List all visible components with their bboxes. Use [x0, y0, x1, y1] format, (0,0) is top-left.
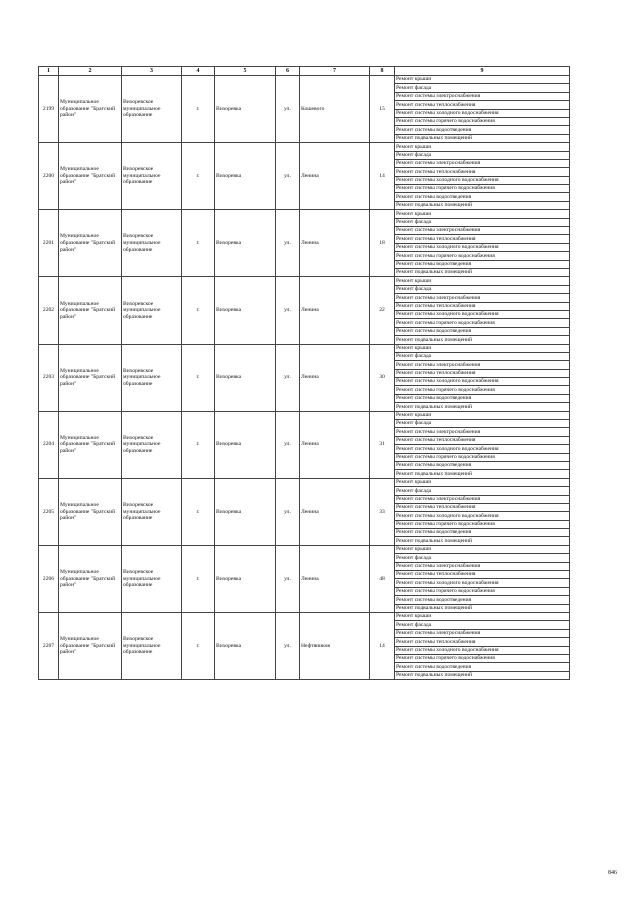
table-row [39, 143, 570, 151]
street-name-cell: Нефтяников [300, 613, 370, 680]
work-type-cell: Ремонт крыши [395, 76, 570, 84]
document-sheet [38, 66, 569, 680]
street-name-cell: Ленина [300, 277, 370, 344]
street-type-cell: ул. [276, 76, 300, 143]
street-name-cell: Ленина [300, 478, 370, 545]
record-number-cell: 2201 [39, 210, 59, 277]
settlement-cell: Вихоревское муниципальное образование [122, 76, 182, 143]
settlement-cell: Вихоревское муниципальное образование [122, 613, 182, 680]
table-body [39, 76, 570, 680]
work-type-cell: Ремонт системы водоотведения [395, 394, 570, 402]
street-type-cell: ул. [276, 277, 300, 344]
street-name-cell: Ленина [300, 344, 370, 411]
header-cell: 6 [276, 67, 300, 76]
work-type-cell: Ремонт системы теплоснабжения [395, 235, 570, 243]
municipality-cell: Муниципальное образование "Братский район" [59, 76, 122, 143]
header-cell: 5 [215, 67, 276, 76]
work-type-cell: Ремонт системы холодного водоснабжения [395, 109, 570, 117]
locality-name-cell: Вихоревка [215, 344, 276, 411]
record-number-cell: 2205 [39, 478, 59, 545]
table-row [39, 613, 570, 621]
work-type-cell: Ремонт системы электроснабжения [395, 159, 570, 167]
house-number-cell: 33 [370, 478, 395, 545]
work-type-cell: Ремонт системы горячего водоснабжения [395, 185, 570, 193]
work-type-cell: Ремонт системы электроснабжения [395, 294, 570, 302]
table-row [39, 76, 570, 84]
work-type-cell: Ремонт системы водоотведения [395, 461, 570, 469]
work-type-cell: Ремонт фасада [395, 554, 570, 562]
work-type-cell: Ремонт системы горячего водоснабжения [395, 453, 570, 461]
record-number-cell: 2203 [39, 344, 59, 411]
locality-type-cell: г. [182, 344, 215, 411]
municipality-cell: Муниципальное образование "Братский район" [59, 277, 122, 344]
locality-name-cell: Вихоревка [215, 478, 276, 545]
work-type-cell: Ремонт системы холодного водоснабжения [395, 512, 570, 520]
work-type-cell: Ремонт системы электроснабжения [395, 495, 570, 503]
header-row [39, 67, 570, 76]
work-type-cell: Ремонт системы водоотведения [395, 327, 570, 335]
header-cell: 2 [59, 67, 122, 76]
work-type-cell: Ремонт крыши [395, 210, 570, 218]
work-type-cell: Ремонт системы горячего водоснабжения [395, 319, 570, 327]
table-row [39, 277, 570, 285]
work-type-cell: Ремонт подвальных помещений [395, 134, 570, 142]
house-number-cell: 22 [370, 277, 395, 344]
house-number-cell: 31 [370, 411, 395, 478]
street-type-cell: ул. [276, 613, 300, 680]
work-type-cell: Ремонт крыши [395, 478, 570, 486]
work-type-cell: Ремонт системы электроснабжения [395, 562, 570, 570]
street-type-cell: ул. [276, 545, 300, 612]
work-type-cell: Ремонт системы горячего водоснабжения [395, 587, 570, 595]
locality-type-cell: г. [182, 143, 215, 210]
table-row [39, 210, 570, 218]
locality-type-cell: г. [182, 613, 215, 680]
page-number: 846 [608, 870, 617, 876]
header-cell: 8 [370, 67, 395, 76]
work-type-cell: Ремонт системы горячего водоснабжения [395, 520, 570, 528]
street-type-cell: ул. [276, 344, 300, 411]
house-number-cell: 15 [370, 76, 395, 143]
record-number-cell: 2202 [39, 277, 59, 344]
work-type-cell: Ремонт системы электроснабжения [395, 92, 570, 100]
street-name-cell: Кошевого [300, 76, 370, 143]
work-type-cell: Ремонт подвальных помещений [395, 403, 570, 411]
settlement-cell: Вихоревское муниципальное образование [122, 545, 182, 612]
work-type-cell: Ремонт подвальных помещений [395, 470, 570, 478]
table-row [39, 478, 570, 486]
header-cell: 1 [39, 67, 59, 76]
work-type-cell: Ремонт крыши [395, 545, 570, 553]
header-cell: 3 [122, 67, 182, 76]
street-name-cell: Ленина [300, 210, 370, 277]
house-number-cell: 18 [370, 210, 395, 277]
municipality-cell: Муниципальное образование "Братский район" [59, 143, 122, 210]
work-type-cell: Ремонт фасада [395, 352, 570, 360]
work-type-cell: Ремонт системы холодного водоснабжения [395, 579, 570, 587]
locality-name-cell: Вихоревка [215, 76, 276, 143]
work-type-cell: Ремонт системы водоотведения [395, 126, 570, 134]
street-type-cell: ул. [276, 478, 300, 545]
municipality-cell: Муниципальное образование "Братский район" [59, 613, 122, 680]
table-row [39, 545, 570, 553]
work-type-cell: Ремонт системы теплоснабжения [395, 369, 570, 377]
house-number-cell: 14 [370, 613, 395, 680]
work-type-cell: Ремонт фасада [395, 218, 570, 226]
locality-type-cell: г. [182, 545, 215, 612]
work-type-cell: Ремонт крыши [395, 411, 570, 419]
municipality-cell: Муниципальное образование "Братский район" [59, 210, 122, 277]
work-type-cell: Ремонт системы водоотведения [395, 260, 570, 268]
header-cell: 9 [395, 67, 570, 76]
work-type-cell: Ремонт системы горячего водоснабжения [395, 252, 570, 260]
work-type-cell: Ремонт подвальных помещений [395, 268, 570, 276]
work-type-cell: Ремонт системы холодного водоснабжения [395, 243, 570, 251]
work-type-cell: Ремонт подвальных помещений [395, 537, 570, 545]
record-number-cell: 2206 [39, 545, 59, 612]
work-type-cell: Ремонт системы холодного водоснабжения [395, 646, 570, 654]
work-type-cell: Ремонт подвальных помещений [395, 336, 570, 344]
settlement-cell: Вихоревское муниципальное образование [122, 143, 182, 210]
work-type-cell: Ремонт системы теплоснабжения [395, 168, 570, 176]
work-type-cell: Ремонт подвальных помещений [395, 201, 570, 209]
work-type-cell: Ремонт системы теплоснабжения [395, 503, 570, 511]
municipality-cell: Муниципальное образование "Братский район" [59, 545, 122, 612]
street-name-cell: Ленина [300, 545, 370, 612]
locality-name-cell: Вихоревка [215, 143, 276, 210]
header-cell: 7 [300, 67, 370, 76]
work-type-cell: Ремонт системы водоотведения [395, 193, 570, 201]
locality-type-cell: г. [182, 411, 215, 478]
work-type-cell: Ремонт системы водоотведения [395, 663, 570, 671]
work-type-cell: Ремонт подвальных помещений [395, 671, 570, 679]
work-type-cell: Ремонт системы водоотведения [395, 529, 570, 537]
street-type-cell: ул. [276, 411, 300, 478]
work-type-cell: Ремонт системы холодного водоснабжения [395, 378, 570, 386]
locality-type-cell: г. [182, 478, 215, 545]
municipality-cell: Муниципальное образование "Братский район" [59, 344, 122, 411]
locality-name-cell: Вихоревка [215, 411, 276, 478]
work-type-cell: Ремонт системы теплоснабжения [395, 436, 570, 444]
record-number-cell: 2200 [39, 143, 59, 210]
work-type-cell: Ремонт системы электроснабжения [395, 227, 570, 235]
municipality-cell: Муниципальное образование "Братский район" [59, 478, 122, 545]
work-type-cell: Ремонт фасада [395, 420, 570, 428]
work-type-cell: Ремонт системы теплоснабжения [395, 302, 570, 310]
settlement-cell: Вихоревское муниципальное образование [122, 344, 182, 411]
settlement-cell: Вихоревское муниципальное образование [122, 411, 182, 478]
work-type-cell: Ремонт системы электроснабжения [395, 428, 570, 436]
work-type-cell: Ремонт крыши [395, 613, 570, 621]
work-type-cell: Ремонт системы холодного водоснабжения [395, 310, 570, 318]
work-type-cell: Ремонт системы электроснабжения [395, 361, 570, 369]
work-type-cell: Ремонт крыши [395, 344, 570, 352]
record-number-cell: 2204 [39, 411, 59, 478]
street-type-cell: ул. [276, 143, 300, 210]
settlement-cell: Вихоревское муниципальное образование [122, 277, 182, 344]
street-name-cell: Ленина [300, 411, 370, 478]
settlement-cell: Вихоревское муниципальное образование [122, 210, 182, 277]
work-type-cell: Ремонт системы горячего водоснабжения [395, 117, 570, 125]
street-name-cell: Ленина [300, 143, 370, 210]
work-type-cell: Ремонт системы горячего водоснабжения [395, 654, 570, 662]
house-number-cell: 14 [370, 143, 395, 210]
table-row [39, 411, 570, 419]
table-row [39, 344, 570, 352]
locality-type-cell: г. [182, 210, 215, 277]
locality-name-cell: Вихоревка [215, 613, 276, 680]
locality-name-cell: Вихоревка [215, 210, 276, 277]
locality-type-cell: г. [182, 277, 215, 344]
work-type-cell: Ремонт системы водоотведения [395, 596, 570, 604]
record-number-cell: 2207 [39, 613, 59, 680]
municipality-cell: Муниципальное образование "Братский район" [59, 411, 122, 478]
repair-program-table [38, 66, 570, 680]
work-type-cell: Ремонт системы холодного водоснабжения [395, 445, 570, 453]
work-type-cell: Ремонт фасада [395, 621, 570, 629]
work-type-cell: Ремонт системы холодного водоснабжения [395, 176, 570, 184]
street-type-cell: ул. [276, 210, 300, 277]
locality-type-cell: г. [182, 76, 215, 143]
house-number-cell: 48 [370, 545, 395, 612]
work-type-cell: Ремонт системы теплоснабжения [395, 571, 570, 579]
house-number-cell: 30 [370, 344, 395, 411]
work-type-cell: Ремонт подвальных помещений [395, 604, 570, 612]
locality-name-cell: Вихоревка [215, 277, 276, 344]
work-type-cell: Ремонт фасада [395, 487, 570, 495]
work-type-cell: Ремонт системы горячего водоснабжения [395, 386, 570, 394]
settlement-cell: Вихоревское муниципальное образование [122, 478, 182, 545]
record-number-cell: 2199 [39, 76, 59, 143]
header-cell: 4 [182, 67, 215, 76]
work-type-cell: Ремонт системы теплоснабжения [395, 101, 570, 109]
work-type-cell: Ремонт фасада [395, 151, 570, 159]
locality-name-cell: Вихоревка [215, 545, 276, 612]
work-type-cell: Ремонт системы электроснабжения [395, 629, 570, 637]
work-type-cell: Ремонт фасада [395, 84, 570, 92]
work-type-cell: Ремонт крыши [395, 143, 570, 151]
work-type-cell: Ремонт крыши [395, 277, 570, 285]
work-type-cell: Ремонт системы теплоснабжения [395, 638, 570, 646]
work-type-cell: Ремонт фасада [395, 285, 570, 293]
